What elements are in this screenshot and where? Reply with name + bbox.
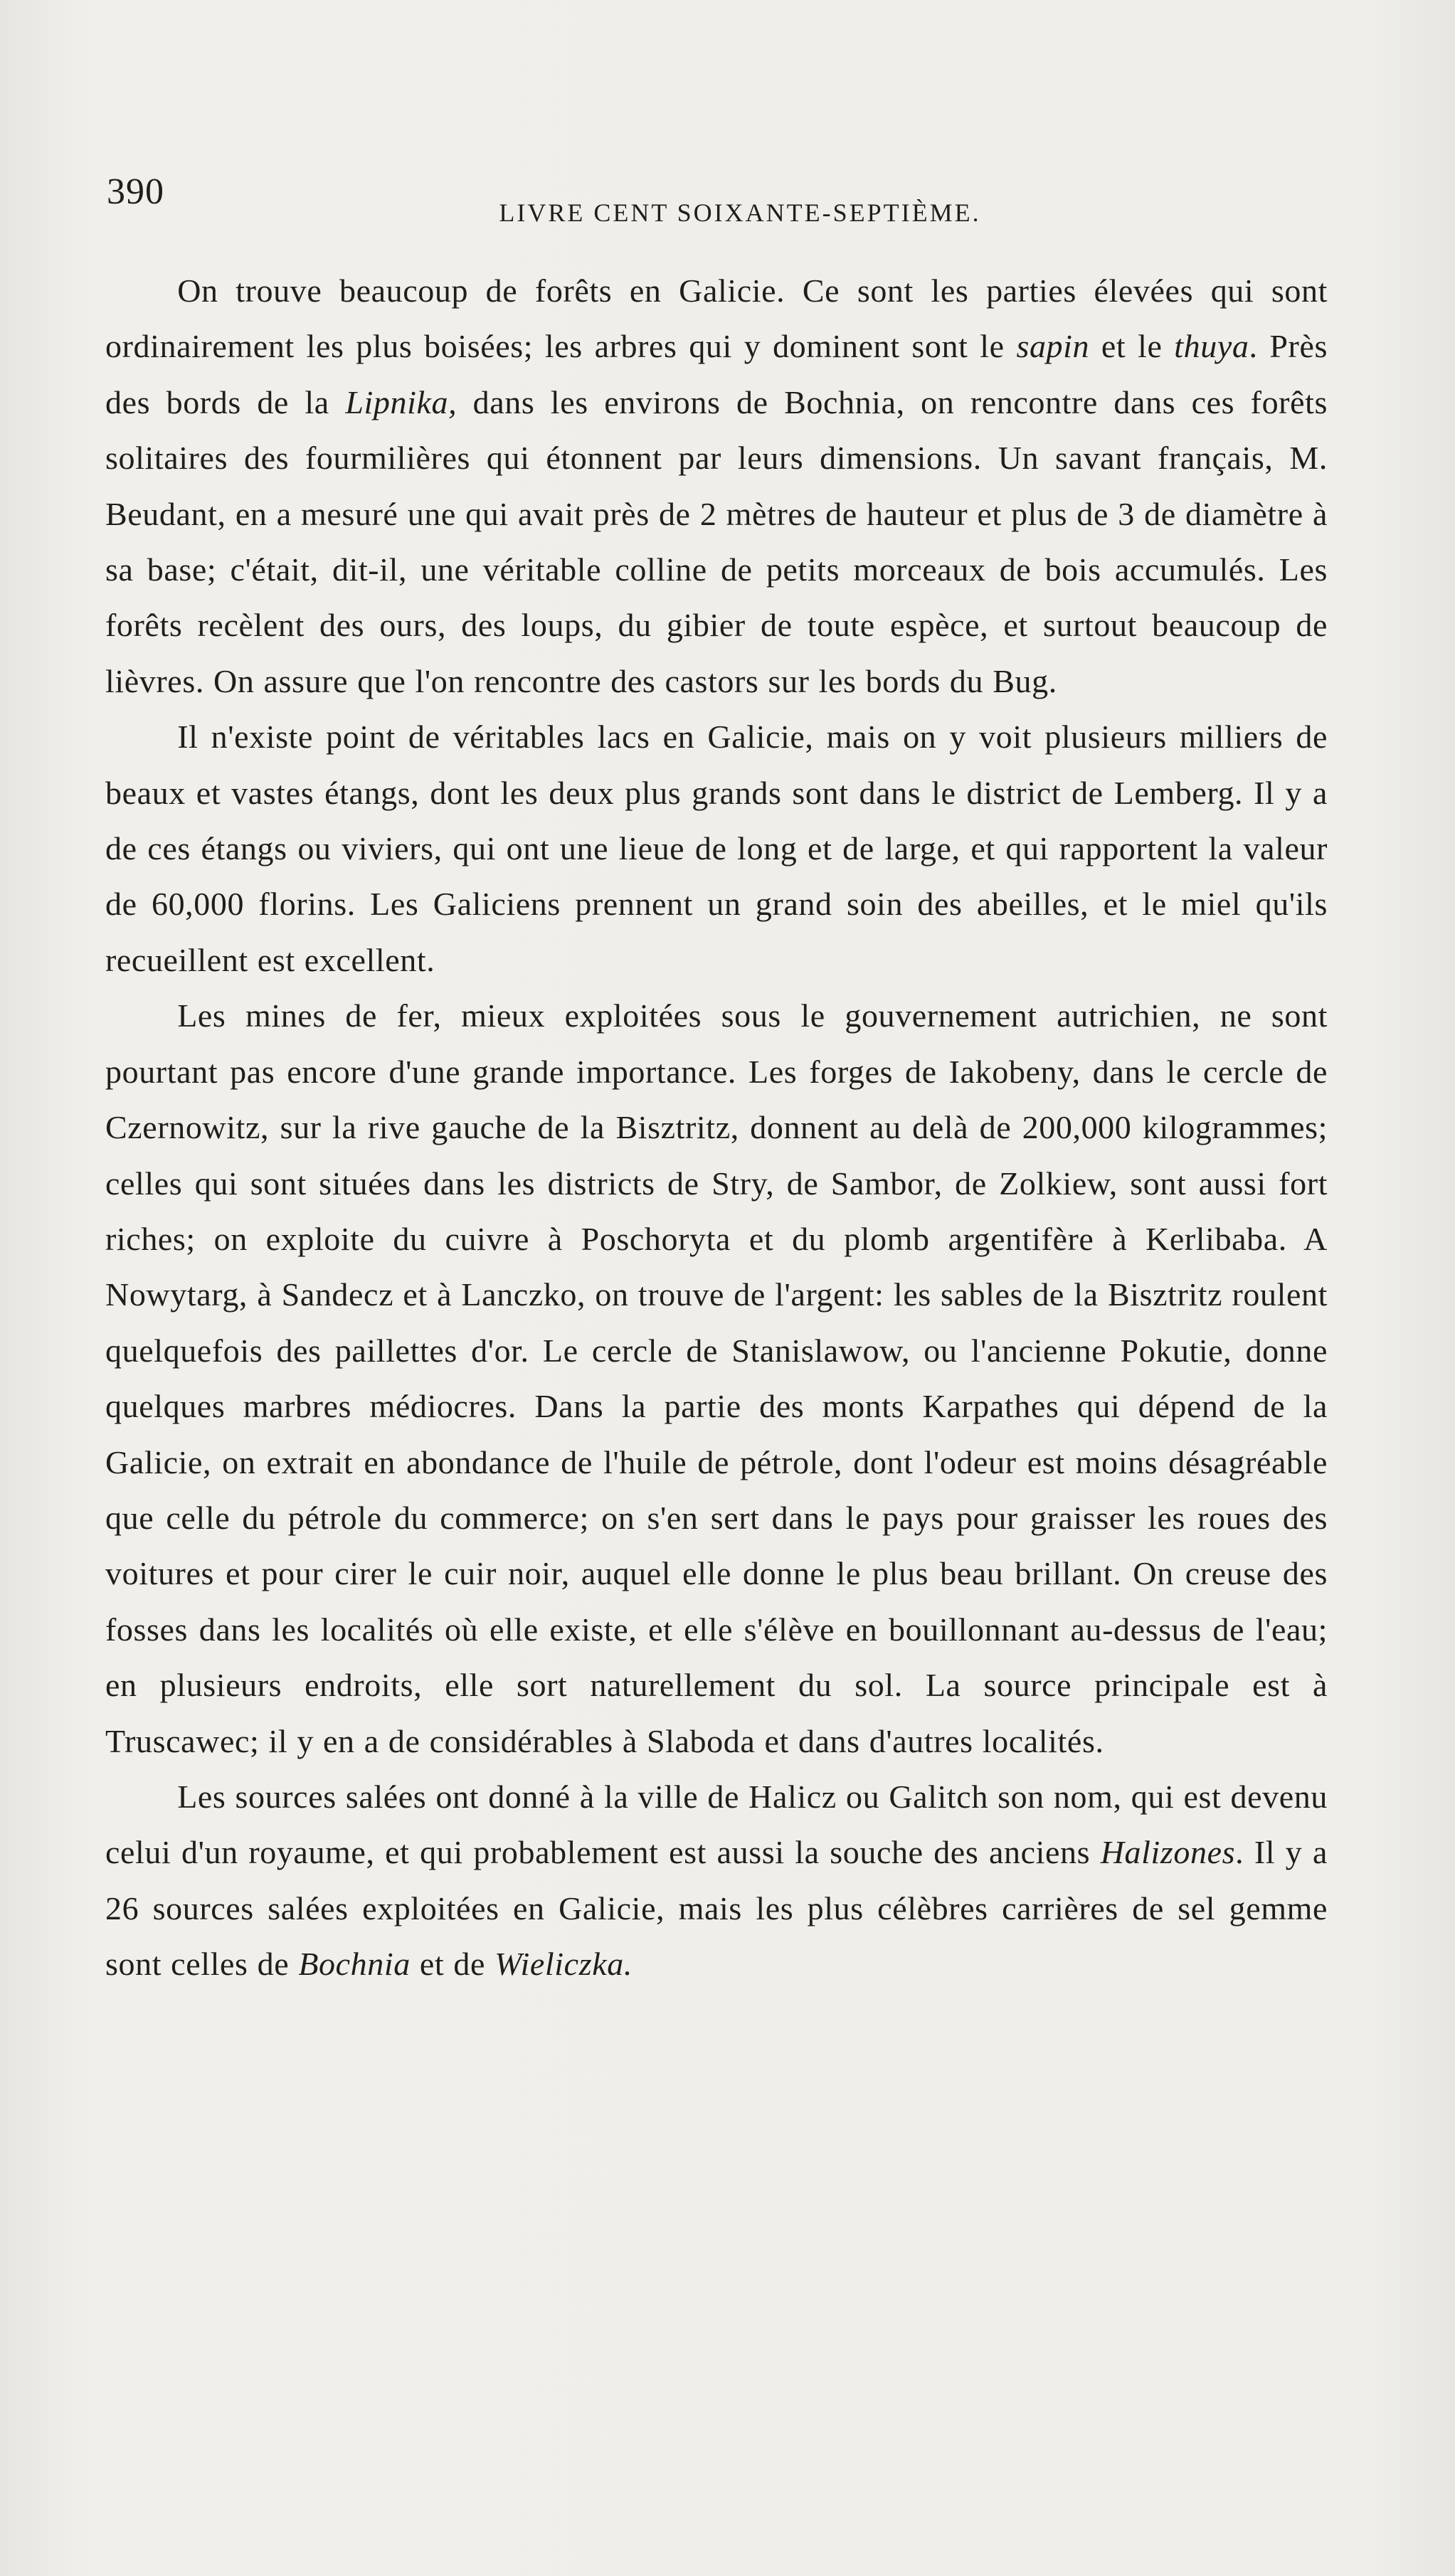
paragraph-salt-emphasis-wieliczka: Wieliczka.: [494, 1946, 633, 1983]
paragraph-forests-emphasis-thuya: thuya: [1174, 328, 1249, 365]
body-text: [105, 263, 1328, 1993]
paragraph-salt-text-2: . Il y a 26 sources salées exploitées en Galicie, mais les plus célèbres carrières de sel gemme sont celles de: [105, 1834, 1328, 1983]
page-number: 390: [107, 171, 164, 212]
paragraph-salt-springs: [105, 1769, 1328, 1993]
paragraph-forests-emphasis-lipnika: Lipnika,: [345, 383, 457, 420]
paragraph-salt-emphasis-halizones: Halizones: [1100, 1834, 1236, 1871]
paragraph-lakes: Il n'existe point de véritables lacs en Galicie, mais on y voit plusieurs milliers de beaux et vastes étangs, dont les deux plus grands sont dans le district de Lemberg. Il y a de ces étangs ou viviers, qui ont une lieue de long et de large, et qui rapportent la valeur de 60,000 florins. Les Galiciens prennent un grand soin des abeilles, et le miel qu'ils recueillent est excellent.: [105, 719, 1328, 978]
paragraph-mines: Les mines de fer, mieux exploitées sous le gouvernement autrichien, ne sont pourtant pas encore d'une grande importance. Les forges de Iakobeny, dans le cercle de Czernowitz, sur la rive gauche de la Bisztritz, donnent au delà de 200,000 kilogrammes; celles qui sont situées dans les districts de Stry, de Sambor, de Zolkiew, sont aussi fort riches; on exploite du cuivre à Poschoryta et du plomb argentifère à Kerlibaba. A Nowytarg, à Sandecz et à Lanczko, on trouve de l'argent: les sables de la Bisztritz roulent quelquefois des paillettes d'or. Le cercle de Stanislawow, ou l'ancienne Pokutie, donne quelques marbres médiocres. Dans la partie des monts Karpathes qui dépend de la Galicie, on extrait en abondance de l'huile de pétrole, dont l'odeur est moins désagréable que celle du pétrole du commerce; on s'en sert dans le pays pour graisser les roues des voitures et pour cirer le cuir noir, auquel elle donne le plus beau brillant. On creuse des fosses dans les localités où elle existe, et elle s'élève en bouillonnant au-dessus de l'eau; en plusieurs endroits, elle sort naturellement du sol. La source principale est à Truscawec; il y en a de considérables à Slaboda et dans d'autres localités.: [105, 997, 1328, 1759]
paragraph-salt-text-1: Les sources salées ont donné à la ville de Halicz ou Galitch son nom, qui est devenu celui d'un royaume, et qui probablement est aussi la souche des anciens: [105, 1778, 1328, 1871]
paragraph-forests-text-1: On trouve beaucoup de forêts en Galicie. Ce sont les parties élevées qui sont ordinairement les plus boisées; les arbres qui y dominent sont le: [105, 272, 1328, 365]
paragraph-forests-emphasis-sapin: sapin: [1016, 328, 1090, 365]
paragraph-forests: [105, 263, 1328, 709]
paragraph-forests-text-3: . Près des bords de la: [105, 328, 1328, 420]
page-header: [107, 171, 1345, 228]
paragraph-forests-text-2: et le: [1089, 328, 1175, 365]
running-title: LIVRE CENT SOIXANTE-SEPTIÈME.: [499, 198, 981, 227]
paragraph-forests-text-4: dans les environs de Bochnia, on rencontre dans ces forêts solitaires des fourmilières qui étonnent par leurs dimensions. Un savant français, M. Beudant, en a mesuré une qui avait près de 2 mètres de hauteur et plus de 3 de diamètre à sa base; c'était, dit-il, une véritable colline de petits morceaux de bois accumulés. Les forêts recèlent des ours, des loups, du gibier de toute espèce, et surtout beaucoup de lièvres. On assure que l'on rencontre des castors sur les bords du Bug.: [105, 383, 1328, 699]
paragraph-salt-text-3: et de: [410, 1946, 495, 1983]
paragraph-salt-emphasis-bochnia: Bochnia: [298, 1946, 411, 1983]
